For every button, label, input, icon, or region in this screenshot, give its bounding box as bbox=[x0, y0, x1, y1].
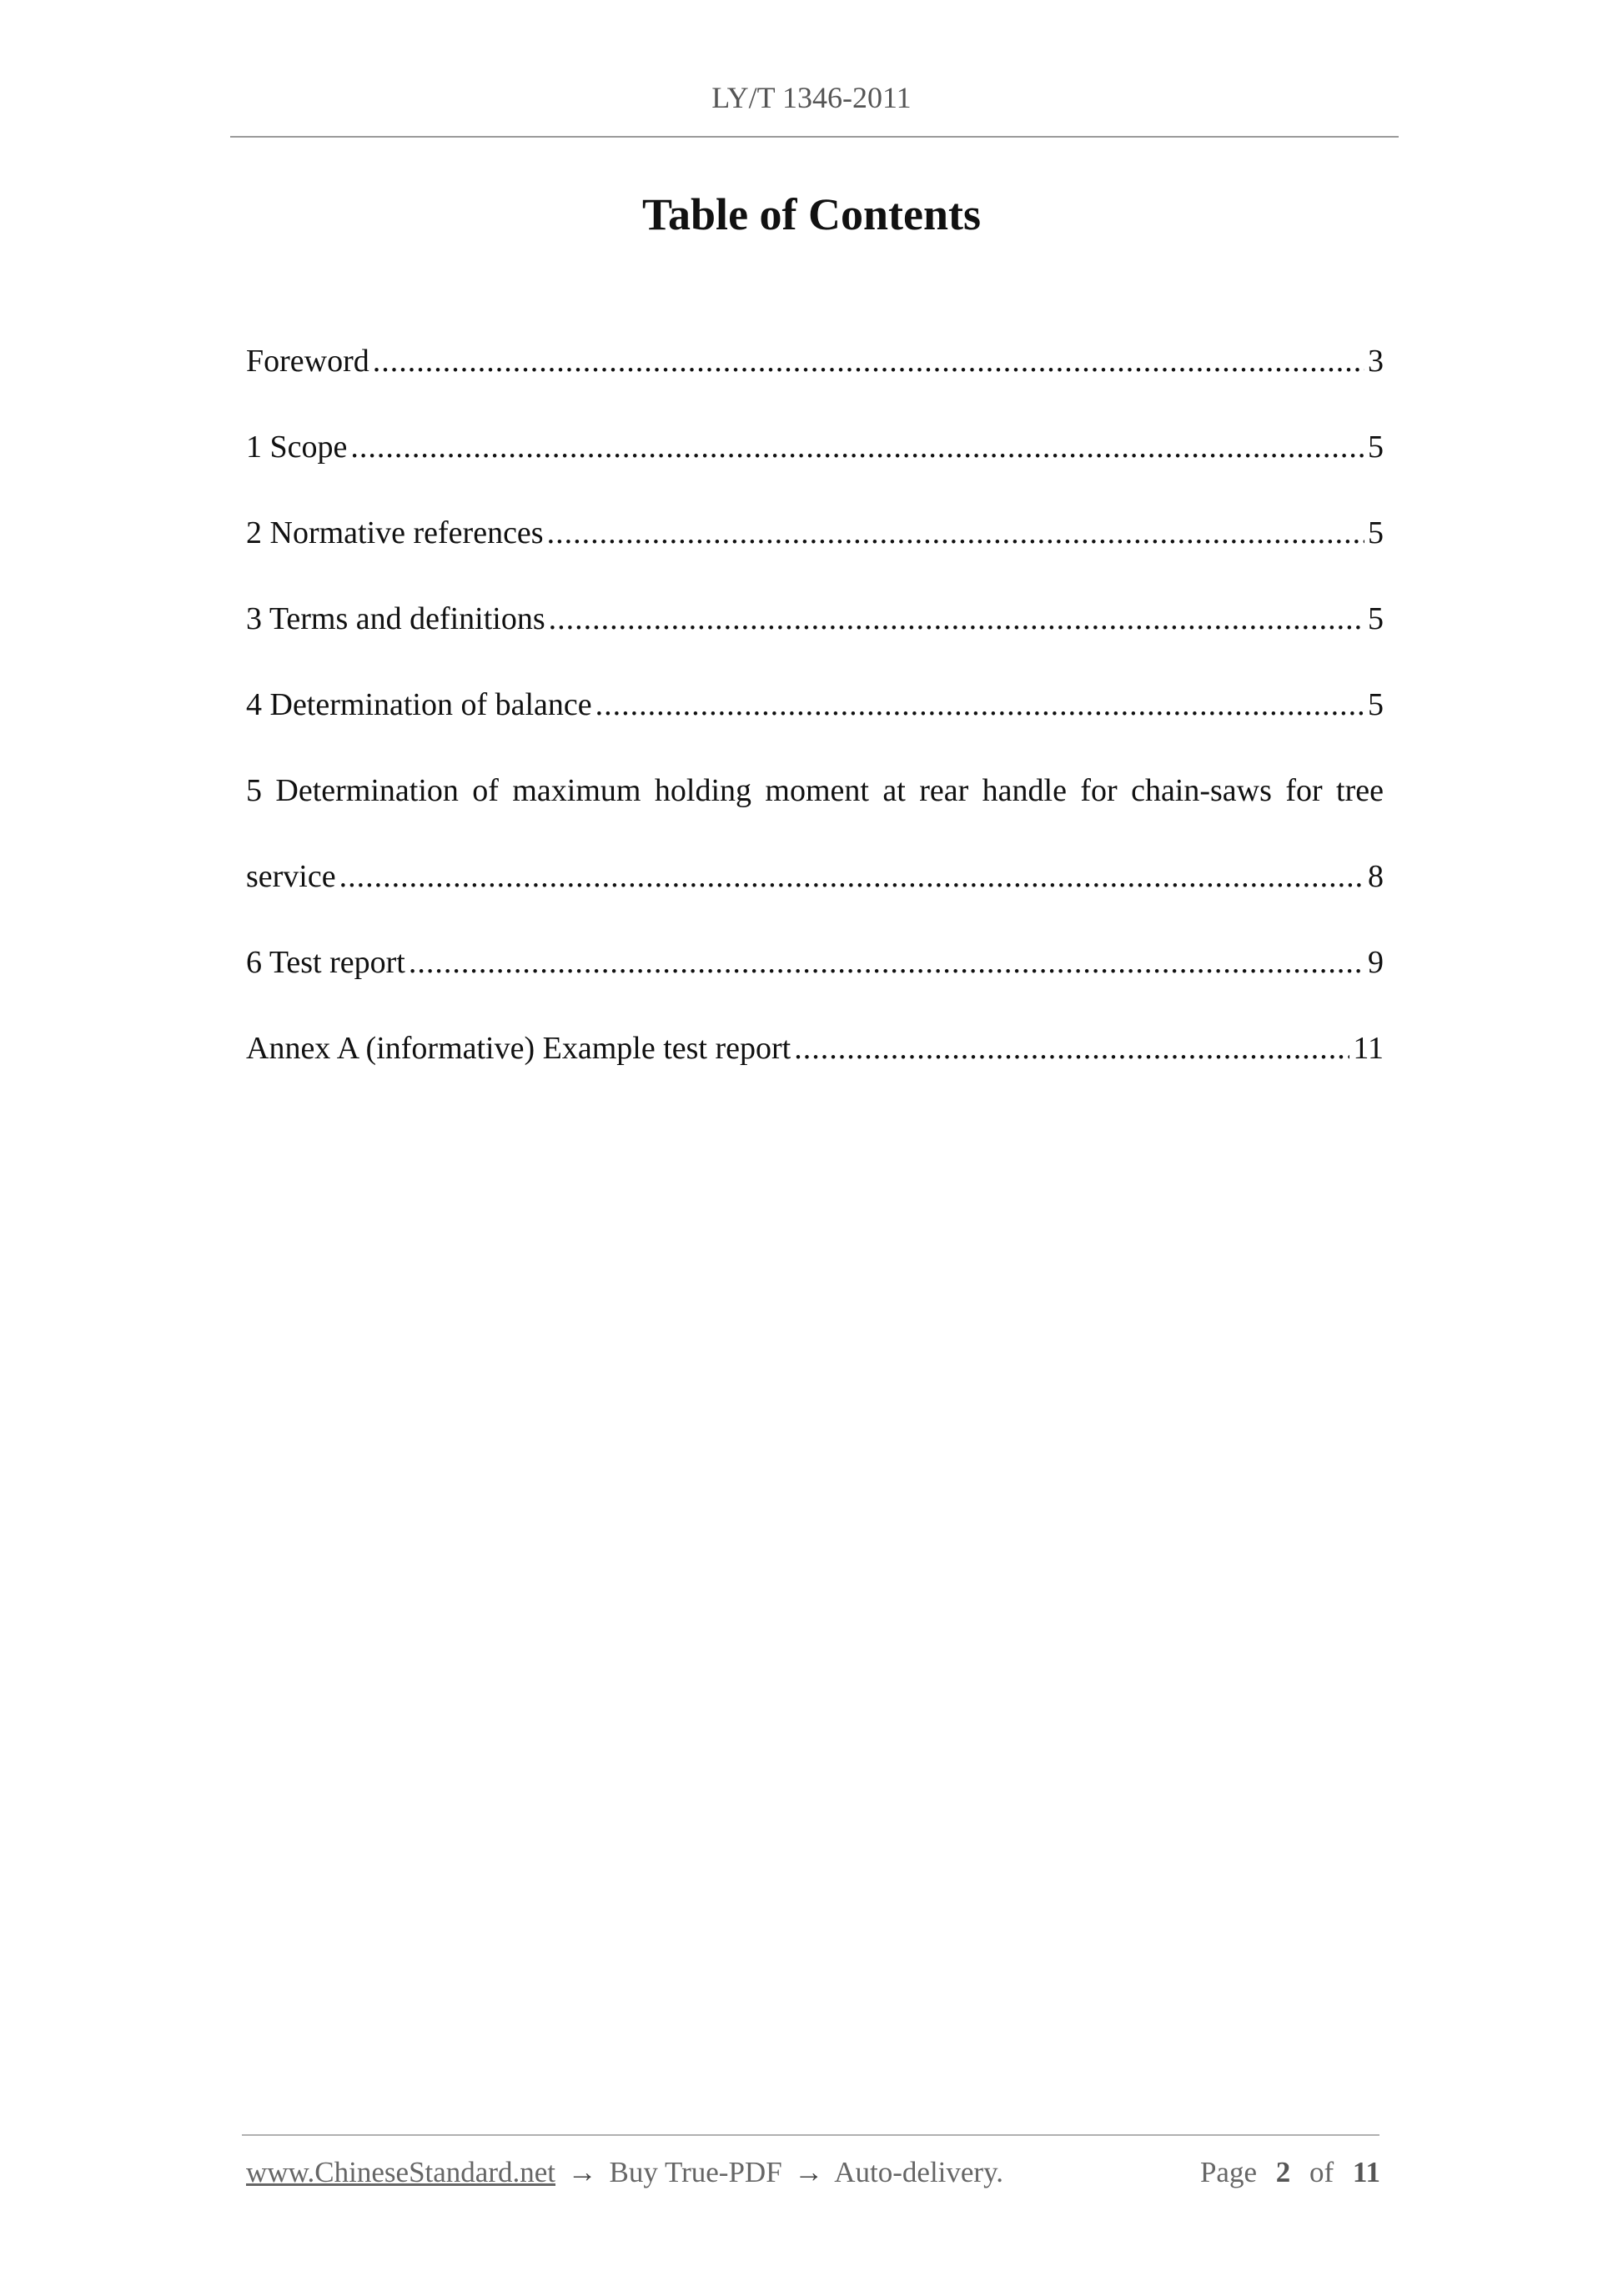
toc-dot-leader bbox=[339, 834, 1364, 920]
toc-dot-leader bbox=[350, 404, 1364, 490]
toc-entry-page: 9 bbox=[1368, 945, 1384, 980]
toc-entry-holding-moment-line2[interactable] bbox=[246, 834, 1384, 920]
footer bbox=[246, 2156, 1380, 2189]
toc-dot-leader bbox=[409, 920, 1364, 1006]
toc-entry-label: 3 Terms and definitions bbox=[246, 601, 545, 636]
toc-dot-leader bbox=[549, 576, 1364, 662]
toc-title: Table of Contents bbox=[641, 189, 982, 239]
toc-entry-label: Foreword bbox=[246, 344, 369, 379]
toc-entry-label: service bbox=[246, 859, 336, 894]
toc-entry-foreword[interactable] bbox=[246, 319, 1384, 404]
toc-entry-terms-definitions[interactable] bbox=[246, 576, 1384, 662]
toc-entry-page: 11 bbox=[1353, 1031, 1384, 1066]
toc-entry-page: 5 bbox=[1368, 515, 1384, 550]
toc-dot-leader bbox=[547, 490, 1364, 576]
toc-entry-label: 4 Determination of balance bbox=[246, 687, 592, 722]
current-page-number: 2 bbox=[1275, 2156, 1291, 2188]
toc-entry-holding-moment-line1[interactable]: 5 Determination of maximum holding moment at rear handle for chain-saws for tree bbox=[246, 773, 1384, 808]
footer-divider bbox=[242, 2134, 1379, 2136]
toc-entry-page: 5 bbox=[1368, 601, 1384, 636]
arrow-right-icon: → bbox=[794, 2156, 824, 2188]
toc-entry-scope[interactable] bbox=[246, 404, 1384, 490]
buy-pdf-text: Buy True-PDF bbox=[609, 2156, 782, 2188]
toc-entry-test-report[interactable] bbox=[246, 920, 1384, 1006]
toc-entry-annex-a[interactable] bbox=[246, 1006, 1384, 1092]
toc-dot-leader bbox=[373, 319, 1364, 404]
toc-entry-page: 3 bbox=[1368, 344, 1384, 379]
site-link[interactable]: www.ChineseStandard.net bbox=[246, 2156, 555, 2188]
toc-entry-normative-references[interactable] bbox=[246, 490, 1384, 576]
page-word: Page bbox=[1199, 2156, 1258, 2188]
footer-promo bbox=[246, 2156, 1003, 2189]
auto-delivery-text: Auto-delivery. bbox=[834, 2156, 1004, 2188]
toc-dot-leader bbox=[595, 662, 1364, 748]
arrow-right-icon: → bbox=[567, 2156, 597, 2188]
toc-entry-determination-balance[interactable] bbox=[246, 662, 1384, 748]
toc-entry-page: 5 bbox=[1368, 687, 1384, 722]
toc-list bbox=[246, 319, 1384, 1092]
page-indicator bbox=[1200, 2156, 1380, 2189]
toc-dot-leader bbox=[794, 1006, 1349, 1092]
toc-entry-page: 8 bbox=[1368, 859, 1384, 894]
toc-entry-label: 1 Scope bbox=[246, 430, 348, 465]
document-id-header: LY/T 1346-2011 bbox=[711, 81, 912, 114]
total-page-count: 11 bbox=[1352, 2156, 1380, 2188]
toc-entry-page: 5 bbox=[1368, 430, 1384, 465]
of-word: of bbox=[1309, 2156, 1334, 2188]
header-divider bbox=[230, 136, 1399, 138]
toc-entry-label: 6 Test report bbox=[246, 945, 405, 980]
toc-entry-label: Annex A (informative) Example test report bbox=[246, 1031, 791, 1066]
toc-entry-label: 2 Normative references bbox=[246, 515, 544, 550]
